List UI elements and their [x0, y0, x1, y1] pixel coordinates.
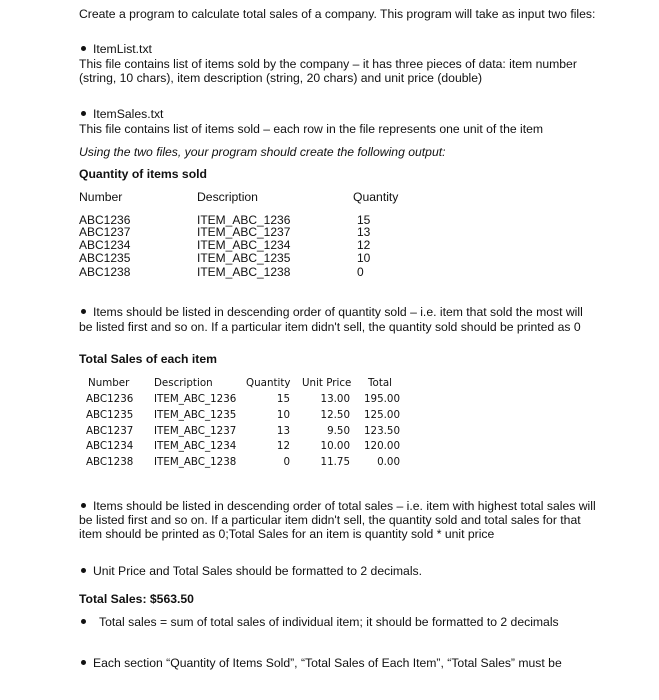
quantity-section-title: Quantity of items sold	[79, 167, 207, 181]
file1-desc-line1: This file contains list of items sold by the company – it has three pieces of data: item number	[79, 57, 577, 71]
qty-header-description: Description	[197, 190, 258, 204]
total-header-unit-price: Unit Price	[302, 377, 352, 389]
table-row-number: ABC1237	[79, 225, 131, 239]
file2-bullet	[81, 107, 163, 121]
table-row-unit-price: 11.75	[320, 456, 350, 468]
table-row-quantity: 0	[357, 265, 364, 279]
bullet-icon	[81, 660, 86, 665]
output-intro: Using the two files, your program should create the following output:	[79, 145, 446, 159]
table-row-number: ABC1234	[79, 238, 131, 252]
total-header-quantity: Quantity	[246, 377, 291, 389]
table-row-description: ITEM_ABC_1238	[154, 456, 237, 468]
qty-header-number: Number	[79, 190, 123, 204]
table-row-description: ITEM_ABC_1235	[154, 409, 237, 421]
table-row-total: 120.00	[363, 440, 400, 452]
quantity-note-line2: be listed first and so on. If a particular item didn't sell, the quantity sold should be printed as 0	[79, 320, 581, 334]
table-row-total: 195.00	[363, 393, 400, 405]
table-row-description: ITEM_ABC_1238	[197, 265, 291, 279]
table-row-number: ABC1238	[79, 265, 131, 279]
table-row-quantity: 10	[357, 251, 371, 265]
total-note-line3: item should be printed as 0;Total Sales for an item is quantity sold * unit price	[79, 527, 495, 541]
total-section-title: Total Sales of each item	[79, 352, 217, 366]
file1-desc-line2: (string, 10 chars), item description (string, 20 chars) and unit price (double)	[79, 71, 483, 85]
table-row-quantity: 13	[357, 225, 371, 239]
table-row-quantity: 12	[276, 440, 290, 452]
table-row-quantity: 0	[283, 456, 290, 468]
table-row-number: ABC1234	[86, 440, 134, 452]
table-row-total: 123.50	[363, 425, 400, 437]
table-row-description: ITEM_ABC_1236	[154, 393, 237, 405]
table-row-number: ABC1236	[79, 213, 131, 227]
grand-total-label: Total Sales: $563.50	[79, 592, 194, 606]
table-row-quantity: 13	[276, 425, 290, 437]
bullet-icon	[81, 619, 86, 624]
table-row-quantity: 15	[276, 393, 290, 405]
last-bullet: Each section “Quantity of Items Sold”, “Total Sales of Each Item”, “Total Sales” must be	[81, 656, 562, 670]
bullet-icon	[81, 568, 86, 573]
file1-name: ItemList.txt	[93, 42, 152, 56]
table-row-number: ABC1236	[86, 393, 134, 405]
table-row-total: 125.00	[363, 409, 400, 421]
table-row-total: 0.00	[377, 456, 400, 468]
total-note-line2: be listed first and so on. If a particular item didn't sell, the quantity sold and total sales for that	[79, 513, 581, 527]
table-row-unit-price: 13.00	[320, 393, 350, 405]
table-row-number: ABC1235	[86, 409, 134, 421]
table-row-number: ABC1235	[79, 251, 131, 265]
table-row-description: ITEM_ABC_1236	[197, 213, 291, 227]
table-row-description: ITEM_ABC_1237	[154, 425, 237, 437]
bullet-icon	[81, 503, 86, 508]
table-row-quantity: 12	[357, 238, 371, 252]
grand-total-note: Total sales = sum of total sales of individual item; it should be formatted to 2 decimals	[81, 615, 559, 629]
table-row-quantity: 15	[357, 213, 371, 227]
total-header-description: Description	[154, 377, 213, 389]
table-row-description: ITEM_ABC_1234	[154, 440, 237, 452]
table-row-unit-price: 12.50	[320, 409, 350, 421]
file2-name: ItemSales.txt	[93, 107, 164, 121]
format-note: Unit Price and Total Sales should be formatted to 2 decimals.	[81, 564, 422, 578]
total-header-number: Number	[88, 377, 130, 389]
intro-text: Create a program to calculate total sales of a company. This program will take as input two files:	[79, 7, 596, 21]
table-row-description: ITEM_ABC_1235	[197, 251, 291, 265]
file1-bullet	[81, 42, 152, 56]
table-row-number: ABC1238	[86, 456, 134, 468]
qty-header-quantity: Quantity	[353, 190, 399, 204]
table-row-description: ITEM_ABC_1234	[197, 238, 291, 252]
total-note-line1: Items should be listed in descending order of total sales – i.e. item with highest total sales will	[81, 499, 596, 513]
bullet-icon	[81, 46, 86, 51]
quantity-note-line1: Items should be listed in descending order of quantity sold – i.e. item that sold the most will	[81, 305, 583, 319]
bullet-icon	[81, 111, 86, 116]
table-row-unit-price: 9.50	[327, 425, 350, 437]
table-row-unit-price: 10.00	[320, 440, 350, 452]
total-header-total: Total	[368, 377, 393, 389]
table-row-description: ITEM_ABC_1237	[197, 225, 291, 239]
table-row-quantity: 10	[276, 409, 290, 421]
table-row-number: ABC1237	[86, 425, 134, 437]
file2-desc: This file contains list of items sold – each row in the file represents one unit of the item	[79, 122, 544, 136]
bullet-icon	[81, 309, 86, 314]
